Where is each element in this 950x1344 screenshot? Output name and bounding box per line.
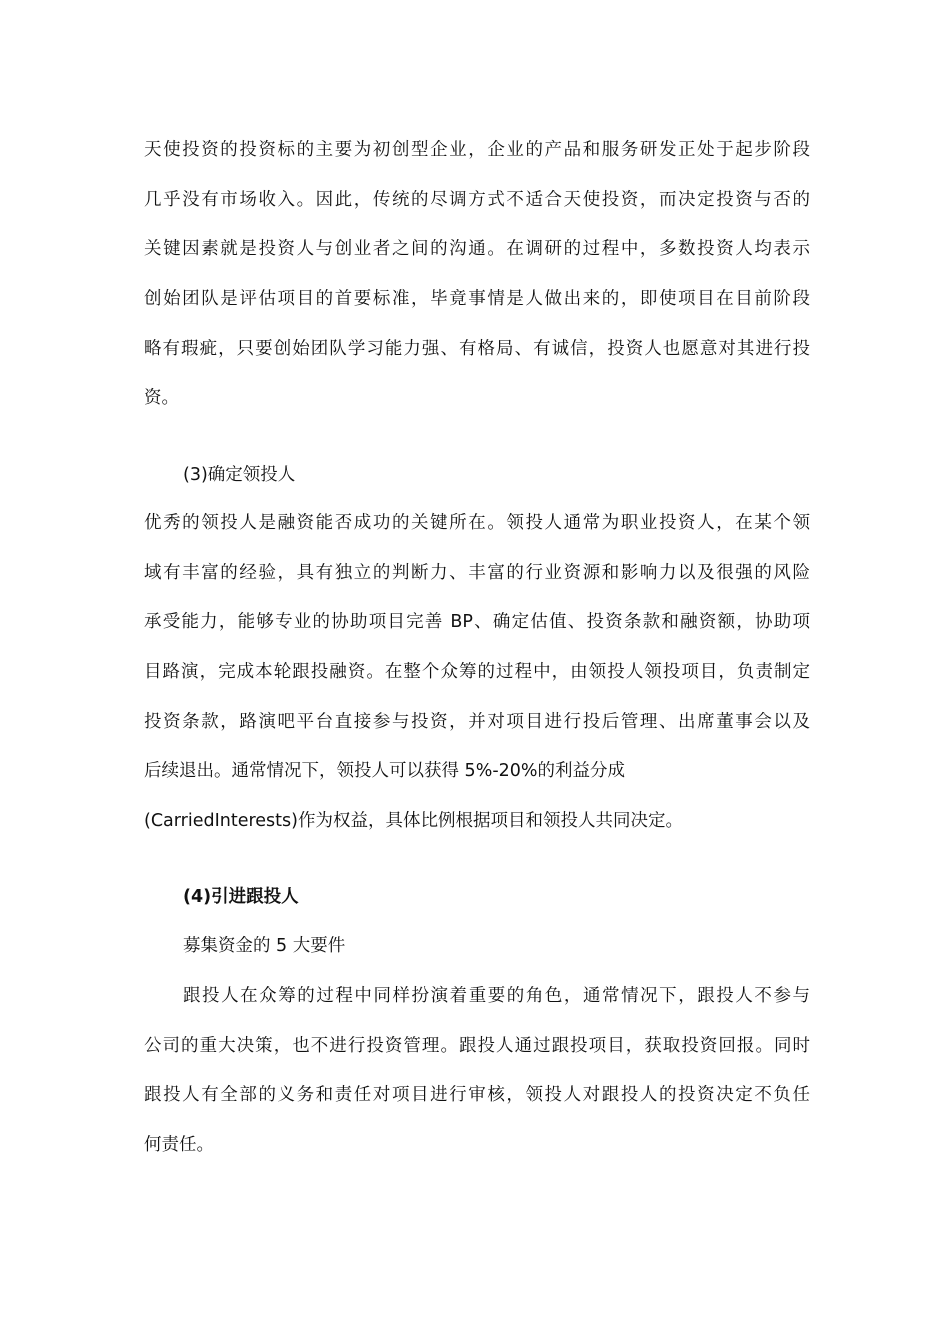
paragraph-lead-investor [144,499,810,847]
section-heading-lead-investor: (3)确定领投人 [183,465,296,485]
paragraph-line: 投资条款，路演吧平台直接参与投资，并对项目进行投后管理、出席董事会以及 [144,711,810,732]
paragraph-angel-investment [144,126,810,424]
subheading-fundraising-elements: 募集资金的 5 大要件 [183,936,346,956]
paragraph-line: 承受能力，能够专业的协助项目完善 BP、确定估值、投资条款和融资额，协助项 [144,612,810,633]
paragraph-line: 域有丰富的经验，具有独立的判断力、丰富的行业资源和影响力以及很强的风险 [144,562,810,583]
paragraph-line: 几乎没有市场收入。因此，传统的尽调方式不适合天使投资，而决定投资与否的 [144,189,810,210]
paragraph-line: 跟投人有全部的义务和责任对项目进行审核，领投人对跟投人的投资决定不负任 [144,1085,810,1106]
paragraph-follow-investor [144,972,810,1171]
paragraph-line: 目路演，完成本轮跟投融资。在整个众筹的过程中，由领投人领投项目，负责制定 [144,662,810,683]
paragraph-line: 创始团队是评估项目的首要标准，毕竟事情是人做出来的，即使项目在目前阶段 [144,289,810,310]
section-heading-follow-investor: (4)引进跟投人 [183,887,299,907]
paragraph-line: 优秀的领投人是融资能否成功的关键所在。领投人通常为职业投资人，在某个领 [144,513,810,533]
paragraph-line: 关键因素就是投资人与创业者之间的沟通。在调研的过程中，多数投资人均表示 [144,239,810,260]
paragraph-line: 天使投资的投资标的主要为初创型企业，企业的产品和服务研发正处于起步阶段 [144,140,810,160]
paragraph-line: 何责任。 [144,1135,214,1156]
paragraph-line: 后续退出。通常情况下，领投人可以获得 5%-20%的利益分成 [144,761,626,782]
paragraph-line: (CarriedInterests)作为权益，具体比例根据项目和领投人共同决定。 [144,811,683,832]
paragraph-line: 公司的重大决策，也不进行投资管理。跟投人通过跟投项目，获取投资回报。同时 [144,1035,810,1056]
paragraph-line: 跟投人在众筹的过程中同样扮演着重要的角色，通常情况下，跟投人不参与 [183,986,810,1006]
paragraph-line: 资。 [144,388,179,409]
paragraph-line: 略有瑕疵，只要创始团队学习能力强、有格局、有诚信，投资人也愿意对其进行投 [144,338,810,359]
